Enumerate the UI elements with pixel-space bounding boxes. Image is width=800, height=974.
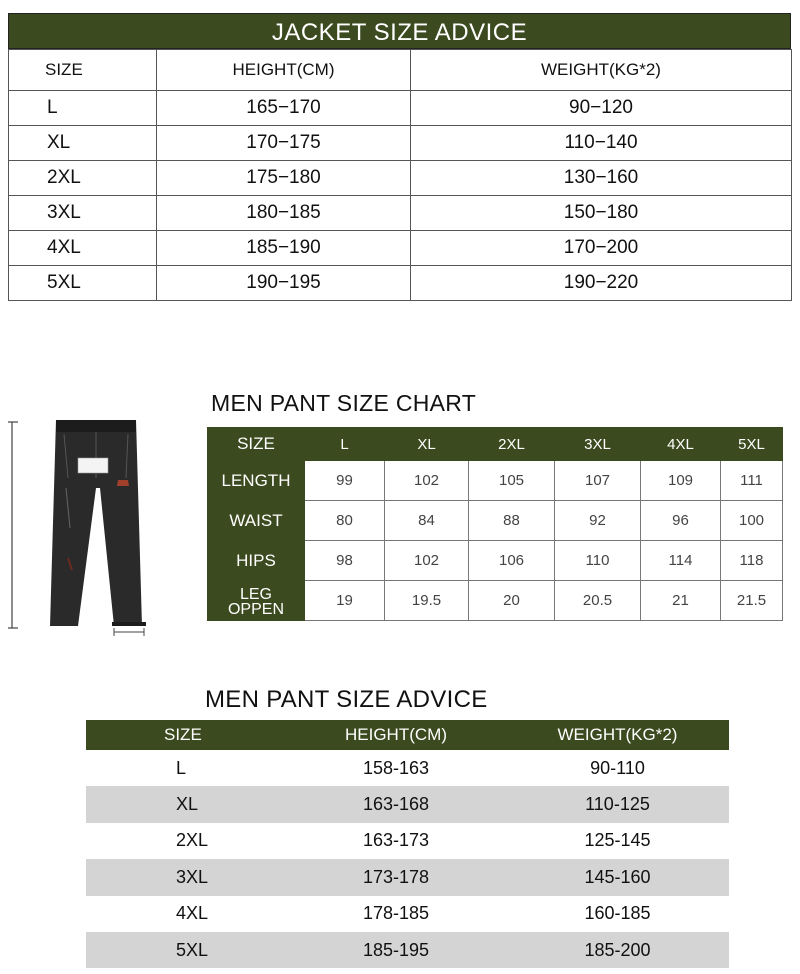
pant-chart-header-3xl: 3XL bbox=[555, 428, 641, 461]
pant-chart-header-5xl: 5XL bbox=[721, 428, 783, 461]
pant-chart-table bbox=[207, 427, 783, 621]
jacket-weight-cell: 170−200 bbox=[411, 231, 792, 266]
pant-chart-header-l: L bbox=[305, 428, 385, 461]
jacket-height-cell: 185−190 bbox=[157, 231, 411, 266]
pant-advice-header-weight: WEIGHT(KG*2) bbox=[506, 720, 729, 750]
jacket-height-cell: 170−175 bbox=[157, 126, 411, 161]
pant-chart-header-2xl: 2XL bbox=[469, 428, 555, 461]
jacket-weight-cell: 110−140 bbox=[411, 126, 792, 161]
table-row bbox=[86, 750, 729, 786]
pant-chart-cell: 102 bbox=[385, 541, 469, 581]
jacket-table-title: JACKET SIZE ADVICE bbox=[8, 13, 791, 49]
pant-chart-cell: 111 bbox=[721, 461, 783, 501]
pants-body-icon bbox=[50, 420, 146, 626]
pant-advice-height-cell: 173-178 bbox=[286, 859, 506, 895]
pant-chart-cell: 20 bbox=[469, 581, 555, 621]
pant-chart-cell: 84 bbox=[385, 501, 469, 541]
pant-advice-weight-cell: 125-145 bbox=[584, 830, 651, 851]
pant-advice-weight-cell: 90-110 bbox=[590, 757, 645, 778]
pant-chart-cell: 99 bbox=[305, 461, 385, 501]
table-row bbox=[9, 126, 792, 161]
leg-label-line1: LEG bbox=[239, 585, 272, 603]
pant-chart-row-label: WAIST bbox=[208, 501, 305, 541]
pant-advice-size-cell: 3XL bbox=[86, 859, 286, 895]
table-row bbox=[86, 932, 729, 968]
pant-advice-height-cell: 158-163 bbox=[362, 757, 430, 778]
pant-chart-cell: 19.5 bbox=[385, 581, 469, 621]
table-row bbox=[9, 91, 792, 126]
pant-chart-cell: 102 bbox=[385, 461, 469, 501]
jacket-header-row bbox=[9, 50, 792, 91]
pant-chart-row-label: LENGTH bbox=[208, 461, 305, 501]
pant-chart-cell: 107 bbox=[555, 461, 641, 501]
pant-chart-cell: 109 bbox=[641, 461, 721, 501]
jacket-height-cell: 165−170 bbox=[157, 91, 411, 126]
table-row bbox=[86, 859, 729, 895]
pant-advice-size-cell: XL bbox=[86, 786, 286, 822]
pant-advice-height-cell: 185-195 bbox=[286, 932, 506, 968]
table-row bbox=[9, 231, 792, 266]
pant-chart-row-label: HIPS bbox=[208, 541, 305, 581]
pant-advice-weight-cell: 160-185 bbox=[584, 903, 651, 924]
table-row bbox=[208, 501, 783, 541]
pant-advice-header-row bbox=[86, 720, 729, 750]
table-row bbox=[208, 581, 783, 621]
jacket-size-cell: 4XL bbox=[9, 231, 157, 266]
pants-illustration-icon bbox=[8, 418, 158, 638]
jacket-weight-cell: 190−220 bbox=[411, 266, 792, 301]
pant-size-chart bbox=[207, 427, 783, 621]
pant-chart-cell: 96 bbox=[641, 501, 721, 541]
jacket-size-cell: XL bbox=[9, 126, 157, 161]
pant-chart-cell: 80 bbox=[305, 501, 385, 541]
pant-chart-cell: 100 bbox=[721, 501, 783, 541]
pant-advice-header-size: SIZE bbox=[86, 720, 286, 750]
pant-chart-cell: 88 bbox=[469, 501, 555, 541]
pant-chart-cell: 110 bbox=[555, 541, 641, 581]
pant-chart-cell: 20.5 bbox=[555, 581, 641, 621]
pant-chart-title: MEN PANT SIZE CHART bbox=[211, 390, 477, 416]
pant-advice-size-cell: 5XL bbox=[86, 932, 286, 968]
pant-chart-header-row bbox=[208, 428, 783, 461]
pant-chart-header-size: SIZE bbox=[208, 428, 305, 461]
table-row bbox=[9, 196, 792, 231]
jacket-weight-cell: 150−180 bbox=[411, 196, 792, 231]
jacket-size-cell: 2XL bbox=[9, 161, 157, 196]
jacket-size-table bbox=[8, 13, 791, 301]
pant-advice-height-cell: 178-185 bbox=[362, 903, 430, 924]
pant-chart-cell: 19 bbox=[305, 581, 385, 621]
pant-chart-cell: 118 bbox=[721, 541, 783, 581]
jacket-size-cell: L bbox=[9, 91, 157, 126]
table-row bbox=[86, 786, 729, 822]
pant-chart-row-label bbox=[208, 581, 305, 621]
jacket-table bbox=[8, 49, 792, 301]
pant-chart-cell: 92 bbox=[555, 501, 641, 541]
hem-dimension-icon bbox=[114, 628, 144, 636]
pant-advice-weight-cell: 145-160 bbox=[506, 859, 729, 895]
jacket-height-cell: 175−180 bbox=[157, 161, 411, 196]
jacket-height-cell: 190−195 bbox=[157, 266, 411, 301]
pant-advice-title: MEN PANT SIZE ADVICE bbox=[205, 686, 488, 713]
leg-label-line2: OPPEN bbox=[227, 600, 284, 618]
pant-advice-size-cell: L bbox=[176, 757, 187, 778]
jacket-header-height: HEIGHT(CM) bbox=[157, 50, 411, 91]
pant-advice-size-cell: 2XL bbox=[176, 830, 209, 851]
jacket-size-cell: 5XL bbox=[9, 266, 157, 301]
jacket-weight-cell: 90−120 bbox=[411, 91, 792, 126]
table-row bbox=[9, 161, 792, 196]
pant-advice-weight-cell: 185-200 bbox=[506, 932, 729, 968]
pant-advice-table bbox=[86, 720, 729, 968]
pant-chart-cell: 21.5 bbox=[721, 581, 783, 621]
pant-advice-height-cell: 163-173 bbox=[362, 830, 430, 851]
pant-chart-cell: 105 bbox=[469, 461, 555, 501]
pant-advice-weight-cell: 110-125 bbox=[506, 786, 729, 822]
pant-chart-header-4xl: 4XL bbox=[641, 428, 721, 461]
pant-chart-cell: 98 bbox=[305, 541, 385, 581]
length-dimension-icon bbox=[8, 422, 18, 628]
jacket-weight-cell: 130−160 bbox=[411, 161, 792, 196]
pant-chart-cell: 106 bbox=[469, 541, 555, 581]
pant-advice-size-cell: 4XL bbox=[176, 903, 209, 924]
pant-advice-height-cell: 163-168 bbox=[286, 786, 506, 822]
jacket-height-cell: 180−185 bbox=[157, 196, 411, 231]
jacket-header-weight: WEIGHT(KG*2) bbox=[411, 50, 792, 91]
table-row bbox=[208, 541, 783, 581]
jacket-header-size: SIZE bbox=[9, 50, 157, 91]
pant-chart-cell: 114 bbox=[641, 541, 721, 581]
pant-chart-cell: 21 bbox=[641, 581, 721, 621]
pant-advice-header-height: HEIGHT(CM) bbox=[286, 720, 506, 750]
table-row bbox=[208, 461, 783, 501]
jacket-size-cell: 3XL bbox=[9, 196, 157, 231]
table-row bbox=[86, 823, 729, 859]
pant-chart-header-xl: XL bbox=[385, 428, 469, 461]
table-row bbox=[9, 266, 792, 301]
table-row bbox=[86, 896, 729, 932]
pant-size-advice bbox=[86, 720, 729, 968]
